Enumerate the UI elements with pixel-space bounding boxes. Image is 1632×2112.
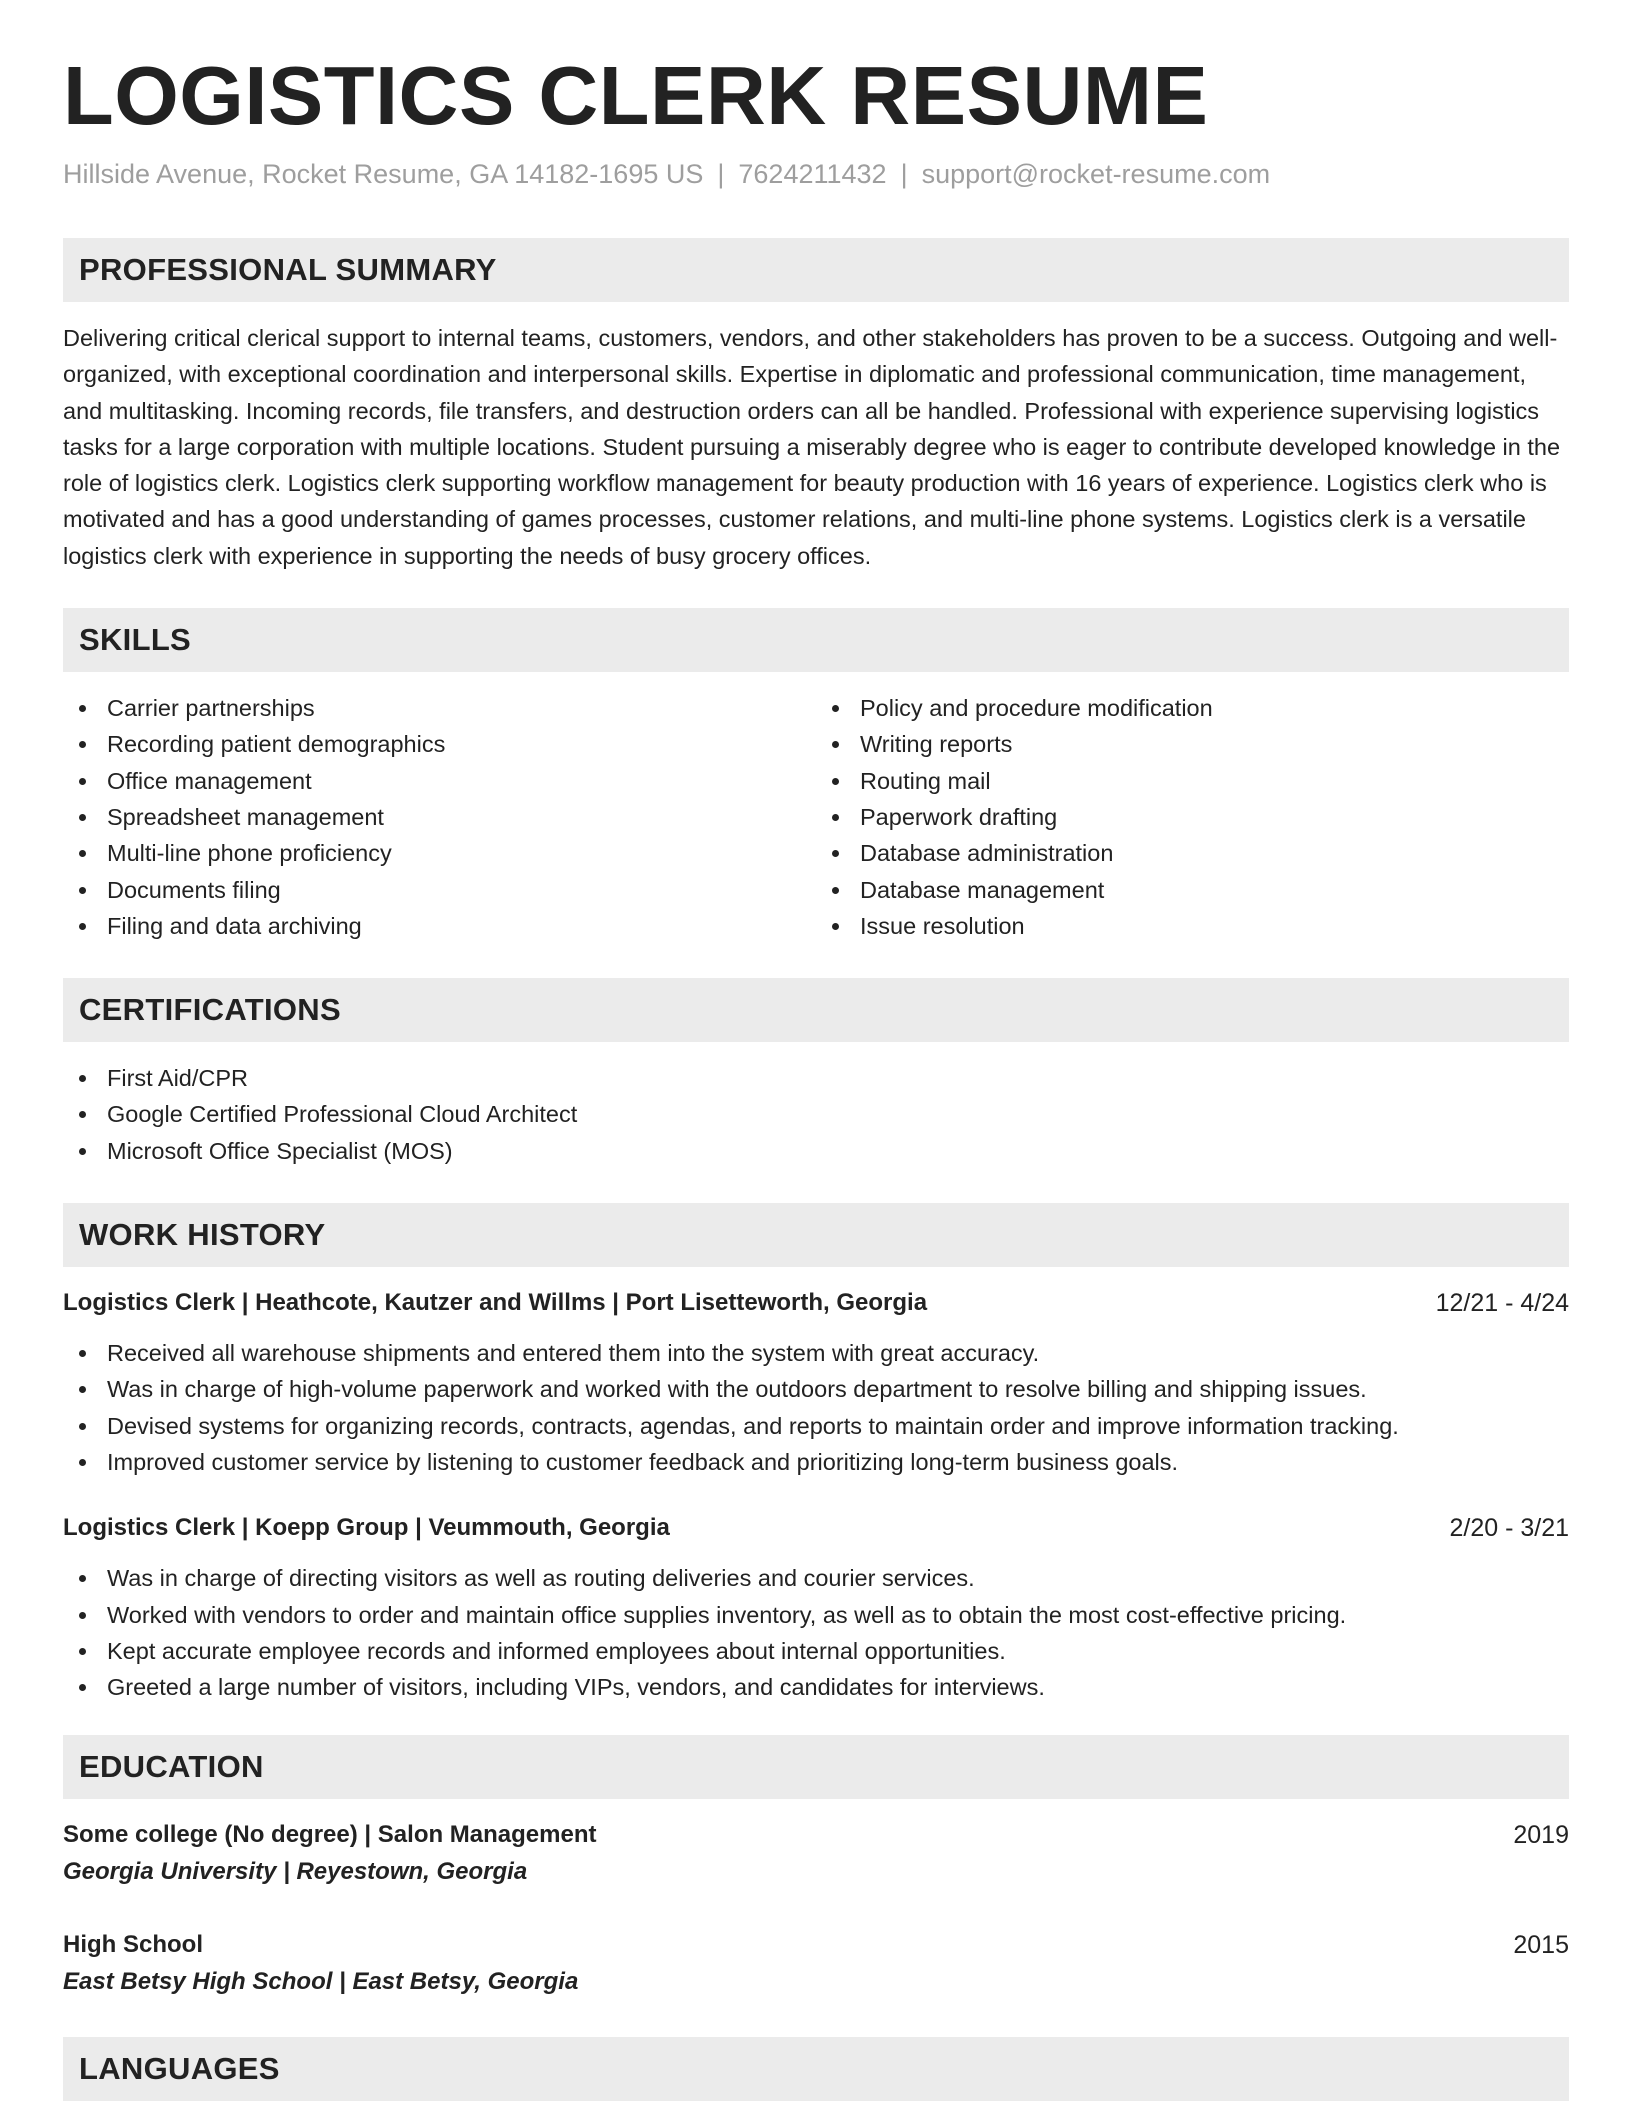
list-item: Received all warehouse shipments and entered them into the system with great accuracy. [63, 1335, 1569, 1371]
phone: 7624211432 [738, 159, 887, 189]
summary-text: Delivering critical clerical support to internal teams, customers, vendors, and other stakeholders has proven to be a success. Outgoing and well-organized, with exceptional coordination and interpersonal skills. Expertise in diplomatic and professional communication, time management, and multitasking. Incoming records, file transfers, and destruction orders can all be handled. Professional with experience supervising logistics tasks for a large corporation with multiple locations. Student pursuing a miserably degree who is eager to contribute developed knowledge in the role of logistics clerk. Logistics clerk supporting workflow management for beauty production with 16 years of experience. Logistics clerk who is motivated and has a good understanding of games processes, customer relations, and multi-line phone systems. Logistics clerk is a versatile logistics clerk with experience in supporting the needs of busy grocery offices. [63, 325, 1561, 569]
skills-header: SKILLS [63, 608, 1569, 672]
list-item: Kept accurate employee records and informed employees about internal opportunities. [63, 1633, 1569, 1669]
certifications-header: CERTIFICATIONS [63, 978, 1569, 1042]
list-item: Office management [63, 763, 816, 799]
work-history-header: WORK HISTORY [63, 1203, 1569, 1267]
job-duties [63, 1560, 1569, 1705]
school: East Betsy High School | East Betsy, Georgia [63, 1968, 579, 1996]
education-header: EDUCATION [63, 1735, 1569, 1799]
list-item: Policy and procedure modification [816, 690, 1569, 726]
resume-title: LOGISTICS CLERK RESUME [63, 49, 1209, 142]
list-item: Paperwork drafting [816, 799, 1569, 835]
job-entry [63, 1285, 1569, 1480]
education-heading [63, 1817, 1569, 1853]
job-heading [63, 1285, 1569, 1321]
list-item: Worked with vendors to order and maintain office supplies inventory, as well as to obtain the most cost-effective pricing. [63, 1597, 1569, 1633]
list-item: Database management [816, 872, 1569, 908]
list-item: Greeted a large number of visitors, including VIPs, vendors, and candidates for interviews. [63, 1669, 1569, 1705]
certifications-list [63, 1060, 1569, 1169]
list-item: Writing reports [816, 726, 1569, 762]
school: Georgia University | Reyestown, Georgia [63, 1858, 528, 1886]
education-year: 2019 [1513, 1821, 1569, 1850]
list-item: Spreadsheet management [63, 799, 816, 835]
job-dates: 12/21 - 4/24 [1435, 1289, 1569, 1318]
list-item: First Aid/CPR [63, 1060, 1569, 1096]
list-item: Filing and data archiving [63, 908, 816, 944]
job-heading [63, 1510, 1569, 1546]
list-item: Improved customer service by listening to customer feedback and prioritizing long-term business goals. [63, 1444, 1569, 1480]
list-item: Was in charge of high-volume paperwork and worked with the outdoors department to resolve billing and shipping issues. [63, 1371, 1569, 1407]
list-item: Carrier partnerships [63, 690, 816, 726]
list-item: Was in charge of directing visitors as well as routing deliveries and courier services. [63, 1560, 1569, 1596]
job-title: Logistics Clerk | Koepp Group | Veummouth, Georgia [63, 1514, 670, 1542]
job-title: Logistics Clerk | Heathcote, Kautzer and Willms | Port Lisetteworth, Georgia [63, 1289, 928, 1317]
separator: | [717, 159, 725, 189]
list-item: Issue resolution [816, 908, 1569, 944]
list-item: Google Certified Professional Cloud Architect [63, 1096, 1569, 1132]
job-duties [63, 1335, 1569, 1480]
education-entry [63, 1927, 1569, 2001]
education-heading [63, 1927, 1569, 1963]
skills-column-right [816, 690, 1569, 944]
summary-header: PROFESSIONAL SUMMARY [63, 238, 1569, 302]
list-item: Documents filing [63, 872, 816, 908]
list-item: Microsoft Office Specialist (MOS) [63, 1133, 1569, 1169]
address: Hillside Avenue, Rocket Resume, GA 14182-1695 US [63, 159, 704, 189]
job-entry [63, 1510, 1569, 1705]
languages-header: LANGUAGES [63, 2037, 1569, 2101]
list-item: Recording patient demographics [63, 726, 816, 762]
education-entry [63, 1817, 1569, 1891]
education-year: 2015 [1513, 1931, 1569, 1960]
skills-list [63, 690, 1569, 944]
contact-line [63, 159, 1569, 190]
separator: | [900, 159, 908, 189]
job-dates: 2/20 - 3/21 [1449, 1514, 1569, 1543]
list-item: Database administration [816, 835, 1569, 871]
degree: High School [63, 1931, 203, 1959]
list-item: Routing mail [816, 763, 1569, 799]
skills-column-left [63, 690, 816, 944]
degree: Some college (No degree) | Salon Management [63, 1821, 597, 1849]
list-item: Devised systems for organizing records, contracts, agendas, and reports to maintain order and improve information tracking. [63, 1408, 1569, 1444]
email: support@rocket-resume.com [921, 159, 1271, 189]
list-item: Multi-line phone proficiency [63, 835, 816, 871]
